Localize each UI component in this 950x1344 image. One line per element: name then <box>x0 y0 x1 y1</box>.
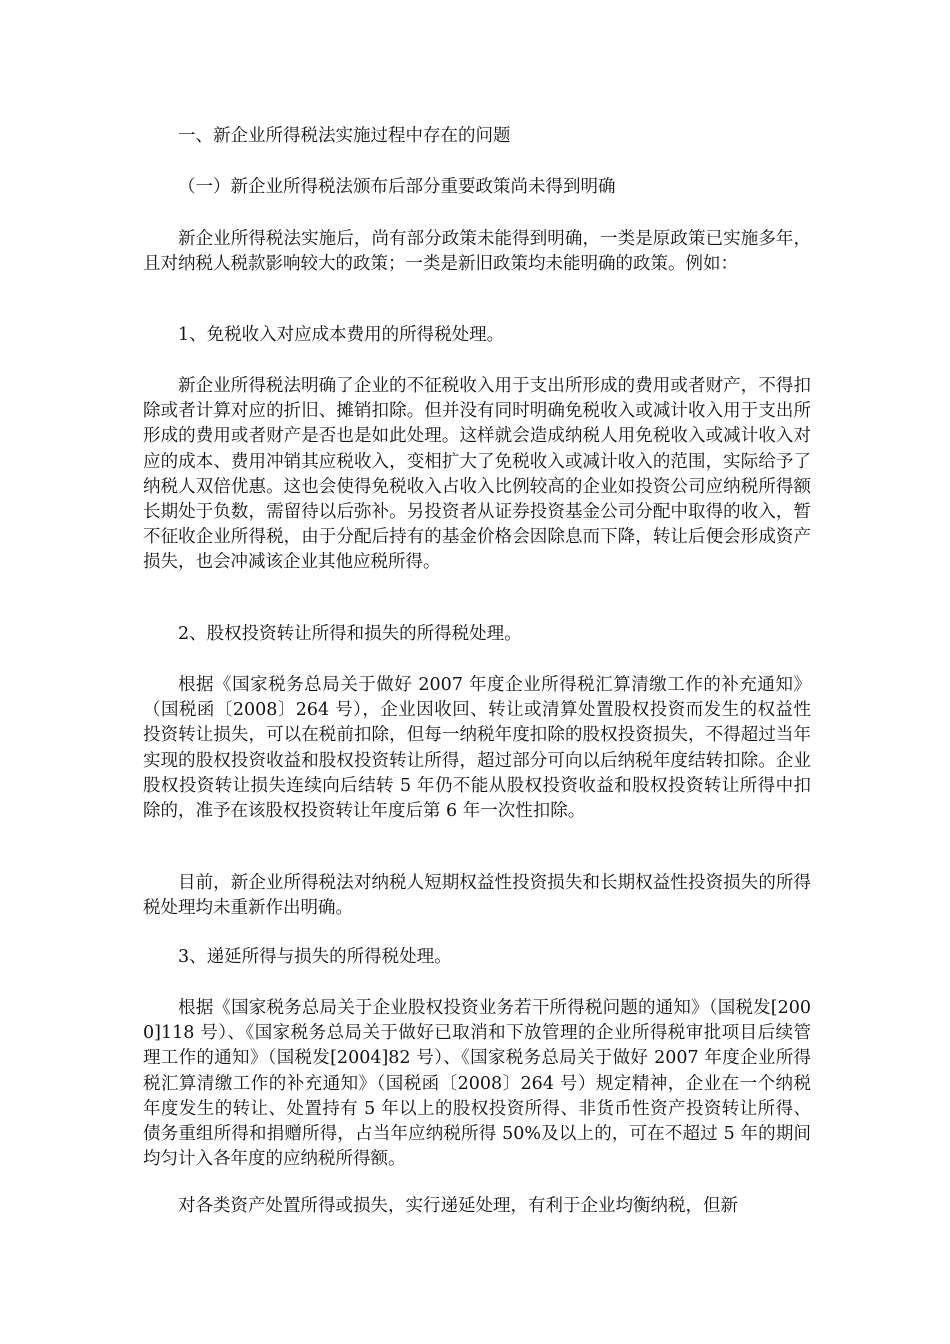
item-heading: 1、免税收入对应成本费用的所得税处理。 <box>178 325 505 345</box>
body-paragraph: 新企业所得税法明确了企业的不征税收入用于支出所形成的费用或者财产，不得扣除或者计算对应的折旧、摊销扣除。但并没有同时明确免税收入或减计收入用于支出所形成的费用或者财产是否也是如此处理。这样就会造成纳税人用免税收入或减计收入对应的成本、费用冲销其应税收入，变相扩大了免税收入或减计收入的范围，实际给予了纳税人双倍优惠。这也会使得免税收入占收入比例较高的企业如投资公司应纳税所得额长期处于负数，需留待以后弥补。另投资者从证券投资基金公司分配中取得的收入，暂不征收企业所得税，由于分配后持有的基金价格会因除息而下降，转让后便会形成资产损失，也会冲减该企业其他应税所得。 <box>143 376 811 573</box>
body-paragraph: 目前，新企业所得税法对纳税人短期权益性投资损失和长期权益性投资损失的所得税处理均未重新作出明确。 <box>143 873 811 919</box>
body-paragraph: 根据《国家税务总局关于做好 2007 年度企业所得税汇算清缴工作的补充通知》（国税函〔2008〕264 号），企业因收回、转让或清算处置股权投资而发生的权益性投资转让损失，可以在税前扣除，但每一纳税年度扣除的股权投资损失，不得超过当年实现的股权投资收益和股权投资转让所得，超过部分可向以后纳税年度结转扣除。企业股权投资转让损失连续向后结转 5 年仍不能从股权投资收益和股权投资转让所得中扣除的，准予在该股权投资转让年度后第 6 年一次性扣除。 <box>143 675 811 822</box>
body-paragraph: 对各类资产处置所得或损失，实行递延处理，有利于企业均衡纳税，但新 <box>178 1196 738 1216</box>
subsection-heading: （一）新企业所得税法颁布后部分重要政策尚未得到明确 <box>178 177 616 197</box>
body-paragraph: 根据《国家税务总局关于企业股权投资业务若干所得税问题的通知》（国税发[2000]118 号）、《国家税务总局关于做好已取消和下放管理的企业所得税审批项目后续管理工作的通知》（国税发[2004]82 号）、《国家税务总局关于做好 2007 年度企业所得税汇算清缴工作的补充通知》（国税函〔2008〕264 号）规定精神，企业在一个纳税年度发生的转让、处置持有 5 年以上的股权投资所得、非货币性资产投资转让所得、债务重组所得和捐赠所得，占当年应纳税所得 50%及以上的，可在不超过 5 年的期间均匀计入各年度的应纳税所得额。 <box>143 998 811 1170</box>
body-paragraph: 新企业所得税法实施后，尚有部分政策未能得到明确，一类是原政策已实施多年，且对纳税人税款影响较大的政策；一类是新旧政策均未能明确的政策。例如： <box>143 229 811 275</box>
item-heading: 3、递延所得与损失的所得税处理。 <box>178 947 452 967</box>
section-heading: 一、新企业所得税法实施过程中存在的问题 <box>178 126 511 146</box>
item-heading: 2、股权投资转让所得和损失的所得税处理。 <box>178 624 522 644</box>
